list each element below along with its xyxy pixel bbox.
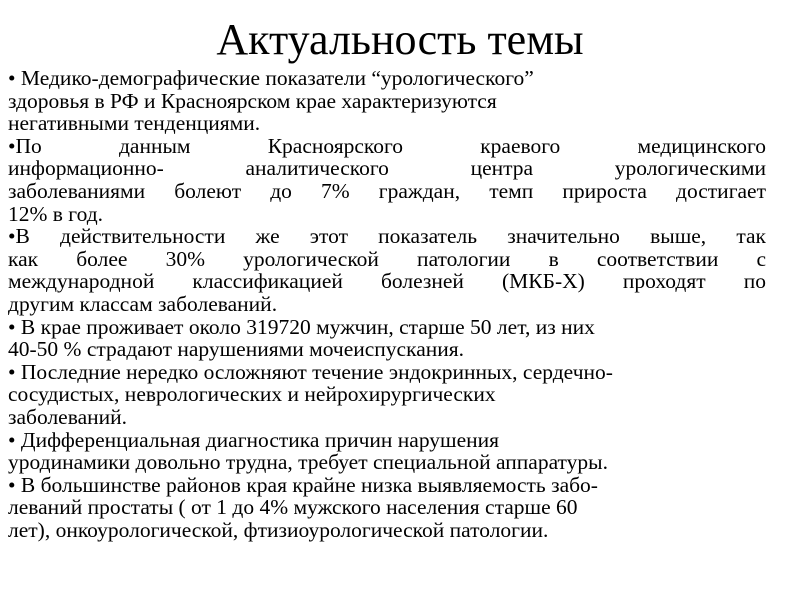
- text-line: леваний простаты ( от 1 до 4% мужского населения старше 60: [8, 495, 578, 520]
- text-line: другим классам заболеваний.: [8, 291, 278, 316]
- text-line: • Дифференциальная диагностика причин нарушения: [8, 427, 500, 452]
- bullet-paragraph-6: [8, 429, 766, 474]
- text-line: • Медико-демографические показатели “урологического”: [8, 66, 534, 90]
- text-line: сосудистых, неврологических и нейрохирургических: [8, 382, 496, 407]
- bullet-paragraph-3: [8, 225, 766, 315]
- text-line: 40-50 % страдают нарушениями мочеиспускания.: [8, 337, 465, 362]
- text-line: 12% в год.: [8, 201, 104, 226]
- text-line: лет), онкоурологической, фтизиоурологической патологии.: [8, 517, 549, 542]
- bullet-paragraph-5: [8, 361, 766, 429]
- text-line: здоровья в РФ и Красноярском крае характеризуются: [8, 88, 497, 113]
- text-line: как более 30% урологической патологии в соответствии с: [8, 246, 766, 271]
- bullet-paragraph-1: [8, 67, 766, 135]
- text-line: •В действительности же этот показатель значительно выше, так: [8, 224, 766, 249]
- text-line: уродинамики довольно трудна, требует специальной аппаратуры.: [8, 450, 608, 475]
- text-line: •По данным Красноярского краевого медицинского: [8, 133, 766, 158]
- bullet-paragraph-7: [8, 474, 766, 542]
- text-line: заболеваний.: [8, 404, 128, 429]
- bullet-paragraph-2: [8, 135, 766, 225]
- text-line: • Последние нередко осложняют течение эндокринных, сердечно-: [8, 359, 613, 384]
- text-line: информационно- аналитического центра урологическими: [8, 156, 766, 181]
- text-line: • В большинстве районов края крайне низка выявляемость забо-: [8, 472, 598, 497]
- bullet-paragraph-4: [8, 316, 766, 361]
- slide-body: [8, 67, 766, 541]
- text-line: • В крае проживает около 319720 мужчин, старше 50 лет, из них: [8, 314, 595, 339]
- slide-title: Актуальность темы: [216, 15, 584, 64]
- text-line: международной классификацией болезней (МКБ-X) проходят по: [8, 269, 766, 294]
- text-line: заболеваниями болеют до 7% граждан, темп прироста достигает: [8, 178, 766, 203]
- text-line: негативными тенденциями.: [8, 111, 261, 136]
